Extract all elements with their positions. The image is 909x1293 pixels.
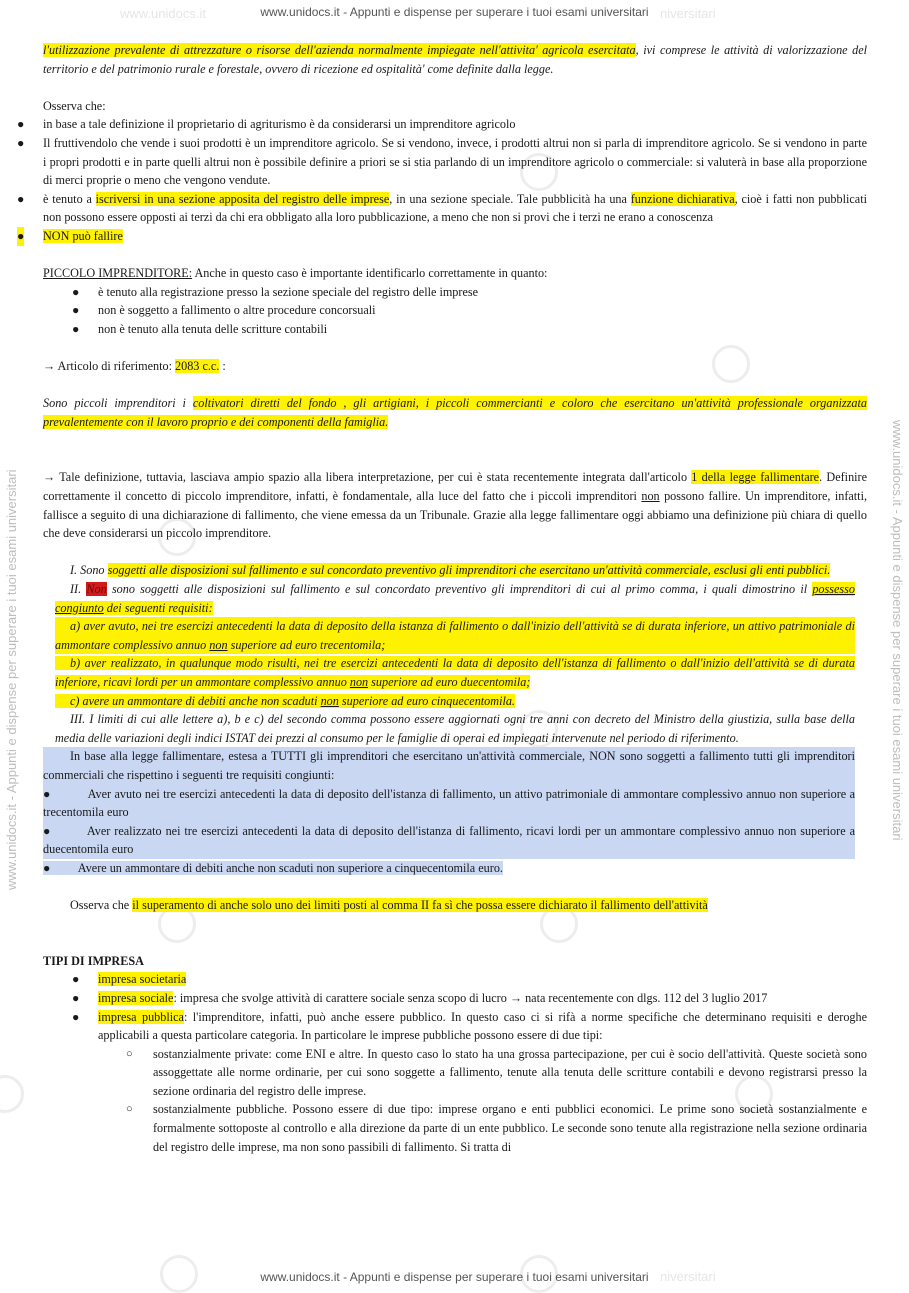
blue-bullet: ● Aver avuto nei tre esercizi antecedenti la data di deposito dell'istanza di fallimento, un attivo patrimoniale di ammontare complessivo annuo non superiore a trecentomila euro [43,785,855,822]
bullet-icon: ● [72,972,80,987]
circle-bullet-icon: ○ [126,1047,133,1060]
piccolo-bullet: ● non è tenuto alla tenuta delle scritture contabili [98,320,867,339]
bullet-icon: ● [43,786,88,801]
bullet-icon: ● [72,1009,80,1024]
law-req-c: c) avere un ammontare di debiti anche non scaduti non superiore ad euro cinquecentomila. [55,692,855,711]
watermark-footer: www.unidocs.it - Appunti e dispense per superare i tuoi esami universitari [260,1270,649,1284]
tipi-subbullet: ○ sostanzialmente private: come ENI e altre. In questo caso lo stato ha una grossa partecipazione, per cui è socio dell'attività. Queste società sono assoggettate alle norme ordinarie, per cui sono soggette a fallimento, tenute alla tenuta delle scritture contabili e devono registrarsi presso la sezione ordinaria del registro delle imprese. [126,1046,867,1098]
watermark-faint: niversitari [660,1269,716,1284]
bullet-icon: ● [43,823,87,838]
bullet-icon: ● [72,303,80,318]
bullet-icon: ● [43,860,78,875]
watermark-faint: niversitari [660,6,716,21]
observe-bullet: ● Il fruttivendolo che vende i suoi prodotti è un imprenditore agricolo. Se si vendono, invece, i prodotti altrui non si parla di imprenditore agricolo. Se si vendono in parte i propri prodotti e in parte quelli altrui non è possibile definire a priori se si stia parlando di un imprenditore agricolo o commerciale: si valuterà in base alla proporzione di merci proprie o meno che vengono vendute. [17,135,867,188]
bullet-icon: ● [72,284,80,299]
document-body [17,41,868,1156]
intro-paragraph: l'utilizzazione prevalente di attrezzature o risorse dell'azienda normalmente impiegate nell'attivita' agricola esercitata, ivi comprese le attività di valorizzazione del territorio e del patrimonio rurale e forestale, ovvero di ricezione ed ospitalità' come definite dalla legge. [43,43,867,76]
note-paragraph: Osserva che il superamento di anche solo uno dei limiti posti al comma II fa sì che possa essere dichiarato il fallimento dell'attività [70,898,708,913]
bullet-icon: ● [17,227,24,246]
circle-bullet-icon: ○ [126,1103,133,1116]
blue-bullet: ● Avere un ammontare di debiti anche non scaduti non superiore a cinquecentomila euro. [43,860,503,875]
watermark-faint: www.unidocs.it [120,6,206,21]
bullet-icon: ● [72,990,80,1005]
bullet-icon: ● [17,135,25,150]
law-comma-ii: II. Non sono soggetti alle disposizioni sul fallimento e sul concordato preventivo gli imprenditori di cui al primo comma, i quali dimostrino il possesso congiunto dei seguenti requisiti: [55,582,855,615]
observe-bullet: ● NON può fallire [43,227,867,246]
law-comma-i: I. Sono soggetti alle disposizioni sul fallimento e sul concordato preventivo gli imprenditori che esercitano un'attività commerciale, esclusi gli enti pubblici. [70,563,831,578]
bullet-icon: ● [17,191,25,206]
watermark-header: www.unidocs.it - Appunti e dispense per superare i tuoi esami universitari [260,5,649,19]
article-reference: → Articolo di riferimento: 2083 c.c. : [43,359,226,374]
law-text [55,561,855,747]
observe-bullet: ● in base a tale definizione il proprietario di agriturismo è da considerarsi un imprenditore agricolo [43,115,867,134]
piccolo-heading: PICCOLO IMPRENDITORE: Anche in questo caso è importante identificarlo correttamente in quanto: [43,266,548,281]
watermark-side-left: www.unidocs.it - Appunti e dispense per superare i tuoi esami universitari [4,469,19,890]
tipi-subbullet: ○ sostanzialmente pubbliche. Possono essere di due tipo: imprese organo e enti pubblici economici. Le prime sono società sostanzialmente e formalmente sottoposte al controllo e alla direzione da parte di un ente pubblico. Le seconde sono tenute alla registrazione nella sezione ordinaria del registro delle imprese, ma non sono passibili di fallimento. Si tratta di [126,1102,867,1154]
watermark-logo-icon [0,1075,24,1113]
tipi-bullet: ● impresa societaria [98,970,867,989]
bullet-icon: ● [72,321,80,336]
tipi-bullet: ● impresa sociale: impresa che svolge attività di carattere sociale senza scopo di lucro → nata recentemente con dlgs. 112 del 3 luglio 2017 [98,989,867,1008]
bullet-icon: ● [17,117,25,132]
blue-bullet: ● Aver realizzato nei tre esercizi antecedenti la data di deposito dell'istanza di fallimento, ricavi lordi per un ammontare complessivo annuo non superiore a duecentomila euro [43,822,855,859]
piccolo-bullet: ● non è soggetto a fallimento o altre procedure concorsuali [98,301,867,320]
definition-paragraph: Sono piccoli imprenditori i coltivatori diretti del fondo , gli artigiani, i piccoli commercianti e coloro che esercitano un'attività professionale organizzata prevalentemente con il lavoro proprio e dei componenti della famiglia. [43,396,867,429]
law-req-a: a) aver avuto, nei tre esercizi antecedenti la data di deposito della istanza di fallimento o dall'inizio dell'attività se di durata inferiore, un attivo patrimoniale di ammontare complessivo annuo non superiore ad euro trecentomila; [55,617,855,654]
tipi-bullet: ● impresa pubblica: l'imprenditore, infatti, può anche essere pubblico. In questo caso ci si rifà a norme specifiche che determinano requisiti e deroghe applicabili a questa particolare categoria. In particolare le imprese pubbliche possono essere di due tipi: [72,1009,868,1043]
blue-intro: In base alla legge fallimentare, estesa a TUTTI gli imprenditori che esercitano un'attività commerciale, NON sono soggetti a fallimento tutti gli imprenditori commerciali che rispettino i seguenti tre requisiti congiunti: [43,747,855,784]
observe-title: Osserva che: [43,98,106,113]
law-comma-iii: III. I limiti di cui alle lettere a), b e c) del secondo comma possono essere aggiornati ogni tre anni con decreto del Ministro della giustizia, sulla base della media delle variazioni degli indici ISTAT dei prezzi al consumo per le famiglie di operai ed impiegati intervenute nel periodo di riferimento. [55,712,855,745]
observe-bullet: ● è tenuto a iscriversi in una sezione apposita del registro delle imprese, in una sezione speciale. Tale pubblicità ha una funzione dichiarativa, cioè i fatti non pubblicati non possono essere opposti ai terzi da chi era obbligato alla loro pubblicazione, a meno che non si provi che i terzi ne erano a conoscenza [17,191,867,225]
law-paragraph: → Tale definizione, tuttavia, lasciava ampio spazio alla libera interpretazione, per cui è stata recentemente integrata dall'articolo 1 della legge fallimentare. Definire correttamente il concetto di piccolo imprenditore, infatti, è fondamentale, alla luce del fatto che i piccoli imprenditori non possono fallire. Un imprenditore, infatti, fallisce a seguito di una dichiarazione di fallimento, che viene emessa da un Tribunale. Grazie alla legge fallimentare oggi abbiamo una definizione più chiara di quello che deve considerarsi un piccolo imprenditore. [43,470,868,541]
law-req-b: b) aver realizzato, in qualunque modo risulti, nei tre esercizi antecedenti la data di deposito dell'istanza di fallimento o dall'inizio dell'attività se di durata inferiore, ricavi lordi per un ammontare complessivo annuo non superiore ad euro duecentomila; [55,656,855,689]
tipi-heading: TIPI DI IMPRESA [43,953,144,968]
piccolo-bullet: ● è tenuto alla registrazione presso la sezione speciale del registro delle imprese [98,283,867,302]
watermark-side-right: www.unidocs.it - Appunti e dispense per superare i tuoi esami universitari [890,420,905,841]
